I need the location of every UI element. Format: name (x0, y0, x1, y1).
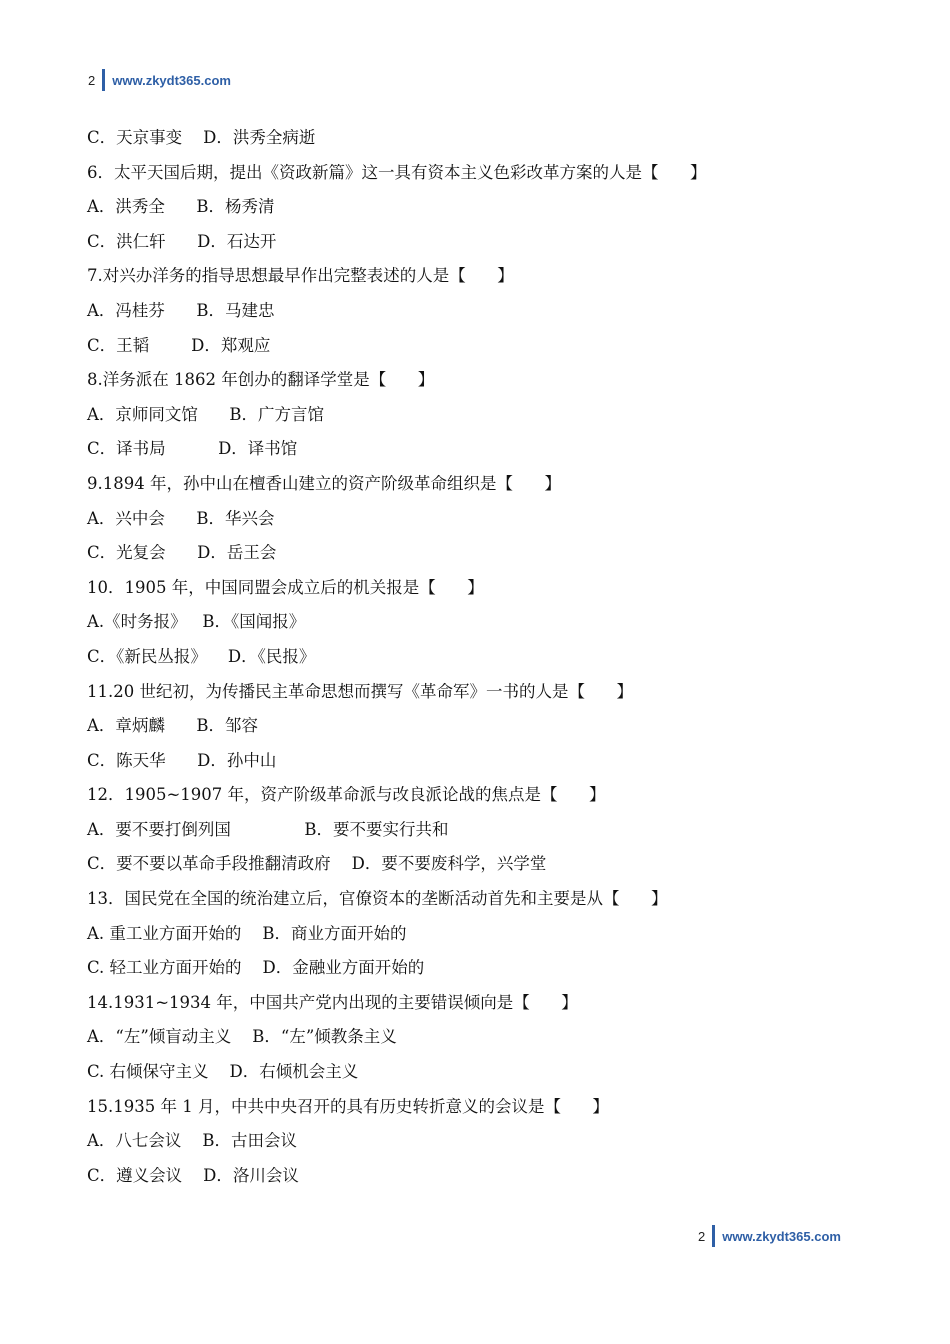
option-line: C．光复会 D．岳王会 (87, 543, 277, 563)
option-line: C．《新民丛报》 D．《民报》 (87, 646, 316, 666)
option-line: A．要不要打倒列国 B．要不要实行共和 (87, 819, 449, 839)
option-line: C．王韬 D．郑观应 (87, 335, 271, 355)
header-divider-bar (102, 69, 105, 91)
option-line: C．遵义会议 D．洛川会议 (87, 1165, 299, 1185)
question-15: 15.1935 年 1 月，中共中央召开的具有历史转折意义的会议是【 】 (87, 1096, 609, 1116)
option-line: A. 重工业方面开始的 B．商业方面开始的 (87, 923, 407, 943)
option-line: C．天京事变 D．洪秀全病逝 (87, 128, 316, 147)
question-14: 14.1931~1934 年，中国共产党内出现的主要错误倾向是【 】 (87, 992, 578, 1012)
option-line: A．“左”倾盲动主义 B．“左”倾教条主义 (87, 1027, 397, 1047)
option-line: A．章炳麟 B．邹容 (87, 716, 259, 736)
option-line: C. 轻工业方面开始的 D．金融业方面开始的 (87, 958, 425, 978)
option-line: C．译书局 D．译书馆 (87, 439, 298, 459)
option-line: C．陈天华 D．孙中山 (87, 750, 277, 770)
question-10: 10．1905 年，中国同盟会成立后的机关报是【 】 (87, 577, 484, 597)
footer-site-link[interactable]: www.zkydt365.com (722, 1228, 841, 1244)
option-line: C. 右倾保守主义 D．右倾机会主义 (87, 1062, 359, 1082)
question-9: 9.1894 年，孙中山在檀香山建立的资产阶级革命组织是【 】 (87, 473, 561, 493)
question-7: 7.对兴办洋务的指导思想最早作出完整表述的人是【 】 (87, 266, 514, 286)
header-site-link[interactable]: www.zkydt365.com (112, 72, 231, 88)
page-footer (698, 1224, 841, 1248)
footer-divider-bar (712, 1225, 715, 1247)
question-list (87, 121, 867, 1193)
option-line: A．八七会议 B．古田会议 (87, 1131, 298, 1151)
question-11: 11.20 世纪初，为传播民主革命思想而撰写《革命军》一书的人是【 】 (87, 681, 633, 701)
option-line: A．京师同文馆 B．广方言馆 (87, 404, 325, 424)
option-line: A．兴中会 B．华兴会 (87, 508, 275, 528)
option-line: A．洪秀全 B．杨秀清 (87, 197, 275, 217)
page-header (88, 68, 231, 92)
question-8: 8.洋务派在 1862 年创办的翻译学堂是【 】 (87, 370, 435, 390)
option-line: A．冯桂芬 B．马建忠 (87, 300, 275, 320)
option-line: A.《时务报》 B．《国闻报》 (87, 612, 306, 632)
option-line: C．洪仁轩 D．石达开 (87, 231, 277, 251)
option-line: C．要不要以革命手段推翻清政府 D．要不要废科学，兴学堂 (87, 854, 547, 874)
footer-page-number: 2 (698, 1228, 706, 1244)
question-6: 6．太平天国后期，提出《资政新篇》这一具有资本主义色彩改革方案的人是【 】 (87, 162, 707, 182)
question-12: 12．1905~1907 年，资产阶级革命派与改良派论战的焦点是【 】 (87, 785, 606, 805)
header-page-number: 2 (88, 72, 96, 88)
question-13: 13．国民党在全国的统治建立后，官僚资本的垄断活动首先和主要是从【 】 (87, 889, 668, 909)
